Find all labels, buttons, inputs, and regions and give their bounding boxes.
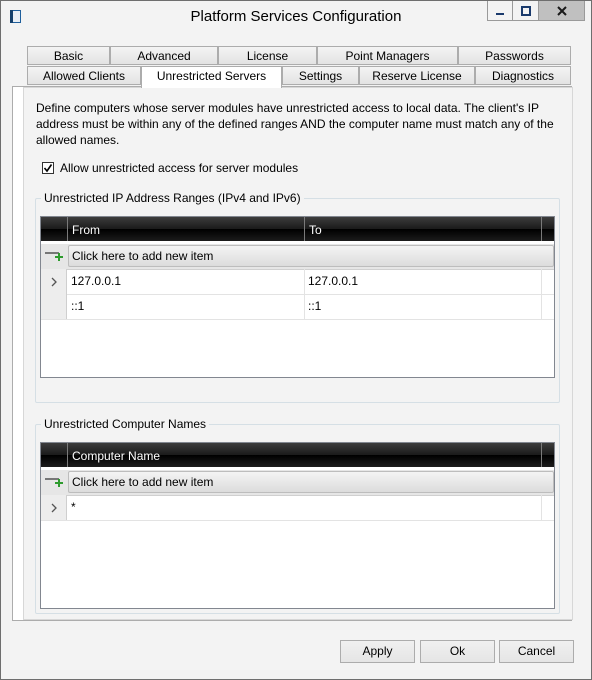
apply-button[interactable]: Apply — [340, 640, 415, 663]
ip-ranges-group-title: Unrestricted IP Address Ranges (IPv4 and IPv6) — [41, 191, 304, 205]
ip-add-item-button[interactable]: Click here to add new item — [68, 245, 554, 267]
cell-from[interactable]: 127.0.0.1 — [68, 269, 305, 294]
cell-to[interactable]: 127.0.0.1 — [305, 269, 542, 294]
caption-buttons — [487, 1, 585, 21]
column-header-from[interactable]: From — [68, 217, 305, 241]
computer-names-header — [41, 443, 554, 467]
column-header-computer-name[interactable]: Computer Name — [68, 443, 542, 467]
table-row[interactable] — [41, 269, 554, 295]
allow-unrestricted-label: Allow unrestricted access for server modules — [60, 161, 299, 175]
cell-from[interactable]: ::1 — [68, 294, 305, 319]
allow-unrestricted-row[interactable] — [42, 161, 298, 175]
names-add-row — [41, 470, 554, 496]
tab-point-managers[interactable]: Point Managers — [317, 46, 458, 65]
title-bar — [1, 1, 591, 32]
ok-button[interactable]: Ok — [420, 640, 495, 663]
minimize-button[interactable] — [487, 1, 513, 21]
chevron-right-icon — [50, 277, 58, 287]
names-add-item-button[interactable]: Click here to add new item — [68, 471, 554, 493]
tab-passwords[interactable]: Passwords — [458, 46, 571, 65]
cancel-button[interactable]: Cancel — [499, 640, 574, 663]
window-title: Platform Services Configuration — [190, 8, 402, 25]
cell-to[interactable]: ::1 — [305, 294, 542, 319]
ip-ranges-grid — [40, 216, 555, 378]
tab-unrestricted-servers[interactable]: Unrestricted Servers — [141, 66, 282, 88]
column-header-to[interactable]: To — [305, 217, 542, 241]
header-selector — [41, 217, 68, 241]
table-row[interactable] — [41, 294, 554, 320]
description-text: Define computers whose server modules have unrestricted access to local data. The client's IP address must be within any of the defined ranges AND the computer name must match any of the allowed names. — [36, 101, 554, 147]
tab-license[interactable]: License — [218, 46, 317, 65]
checkmark-icon — [43, 163, 53, 173]
tab-diagnostics[interactable]: Diagnostics — [475, 66, 571, 85]
computer-names-grid — [40, 442, 555, 609]
tab-basic[interactable]: Basic — [27, 46, 110, 65]
tab-settings[interactable]: Settings — [282, 66, 359, 85]
add-row-icon — [45, 250, 63, 262]
tab-advanced[interactable]: Advanced — [110, 46, 218, 65]
table-row[interactable] — [41, 495, 554, 521]
row-selector[interactable] — [41, 495, 67, 520]
close-button[interactable] — [539, 1, 585, 21]
tab-reserve-license[interactable]: Reserve License — [359, 66, 475, 85]
ip-add-row — [41, 244, 554, 270]
ip-ranges-header — [41, 217, 554, 241]
allow-unrestricted-checkbox[interactable] — [42, 162, 54, 174]
row-selector[interactable] — [41, 269, 67, 294]
row-selector[interactable] — [41, 294, 67, 319]
maximize-icon — [521, 6, 531, 16]
close-icon — [557, 6, 567, 16]
header-selector — [41, 443, 68, 467]
minimize-icon — [495, 6, 505, 16]
tab-allowed-clients[interactable]: Allowed Clients — [27, 66, 141, 85]
cell-computer-name[interactable]: * — [68, 495, 542, 520]
chevron-right-icon — [50, 503, 58, 513]
computer-names-group-title: Unrestricted Computer Names — [41, 417, 209, 431]
maximize-button[interactable] — [513, 1, 539, 21]
add-row-icon — [45, 476, 63, 488]
